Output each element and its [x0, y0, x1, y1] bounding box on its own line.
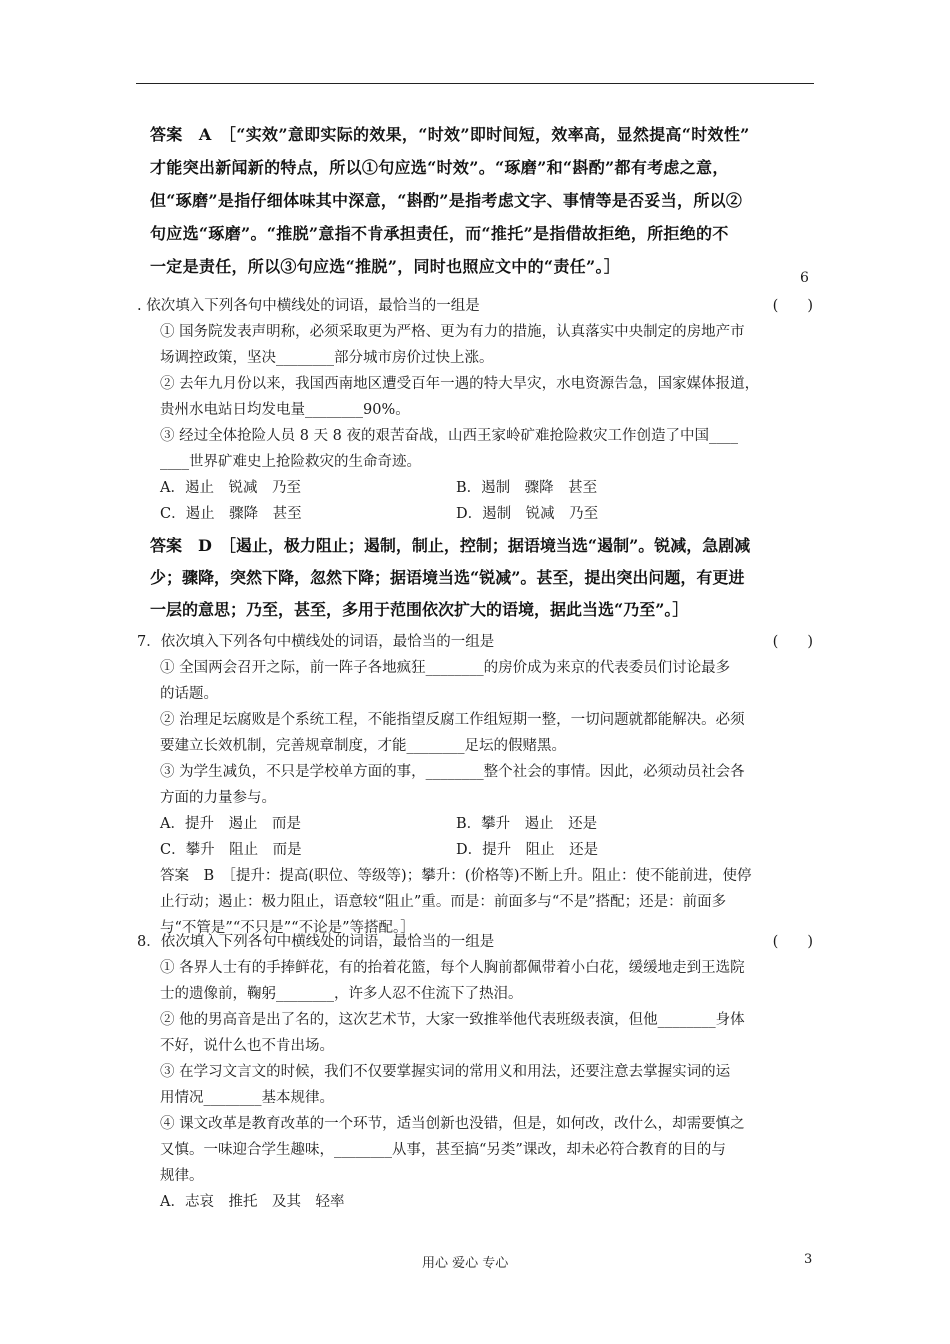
options — [137, 1189, 827, 1215]
answer-line: 答案 A ［“实效”意即实际的效果，“时效”即时间短，效率高，显然提高“时效性” — [150, 125, 750, 144]
sentence-line: 贵州水电站日均发电量________90%。 — [160, 402, 410, 418]
stem-text: 8．依次填入下列各句中横线处的词语，最恰当的一组是 — [137, 934, 495, 950]
sentence-line: ① 全国两会召开之际，前一阵子各地疯狂________的房价成为来京的代表委员们讨论最多 — [160, 660, 731, 676]
stem-text: 7．依次填入下列各句中横线处的词语，最恰当的一组是 — [137, 634, 495, 650]
answer-line: 一定是责任，所以③句应选“推脱”，同时也照应文中的“责任”。］ — [150, 257, 621, 276]
question-stem — [137, 929, 827, 955]
answer-line: 止行动；遏止：极力阻止，语意较“阻止”重。而是：前面多与“不是”搭配；还是：前面多 — [160, 894, 727, 910]
option-a: A．志哀 推托 及其 轻率 — [160, 1194, 345, 1210]
stem-text: . 依次填入下列各句中横线处的词语，最恰当的一组是 — [137, 298, 480, 314]
sentence-line: ② 去年九月份以来，我国西南地区遭受百年一遇的特大旱灾，水电资源告急，国家媒体报道， — [160, 376, 760, 392]
answer-line: 答案 B ［提升：提高(职位、等级等)；攀升：(价格等)不断上升。阻止：使不能前进，使停 — [160, 868, 752, 884]
question-7 — [137, 629, 827, 941]
sentence-line: ② 他的男高音是出了名的，这次艺术节，大家一致推举他代表班级表演，但他________身体 — [160, 1012, 745, 1028]
sentence-line: 要建立长效机制，完善规章制度，才能________足坛的假赌黑。 — [160, 738, 566, 754]
sentence-line: ③ 在学习文言文的时候，我们不仅要掌握实词的常用义和用法，还要注意去掌握实词的运 — [160, 1064, 731, 1080]
option-b: B．攀升 遏止 还是 — [456, 816, 598, 832]
sentence-line: 规律。 — [160, 1168, 204, 1184]
question-stem — [137, 629, 827, 655]
option-a: A．提升 遏止 而是 — [160, 816, 301, 832]
sentence-line: ① 各界人士有的手捧鲜花，有的抬着花篮，每个人胸前都佩带着小白花，缓缓地走到王选院 — [160, 960, 745, 976]
answer-line: 但“琢磨”是指仔细体味其中深意，“斟酌”是指考虑文字、事情等是否妥当，所以② — [150, 191, 743, 210]
page-number: 3 — [804, 1252, 813, 1267]
question-8 — [137, 929, 827, 1215]
options — [137, 811, 827, 863]
options — [137, 475, 827, 527]
option-c: C．遏止 骤降 甚至 — [160, 506, 302, 522]
option-d: D．提升 阻止 还是 — [456, 842, 599, 858]
answer-6-block — [150, 530, 810, 626]
sentence-line: ____世界矿难史上抢险救灾的生命奇迹。 — [160, 454, 421, 470]
sentence-line: ③ 经过全体抢险人员 8 天 8 夜的艰苦奋战，山西王家岭矿难抢险救灾工作创造了中国____ — [160, 428, 738, 444]
sentence-line: 不好，说什么也不肯出场。 — [160, 1038, 334, 1054]
sentence-line: 用情况________基本规律。 — [160, 1090, 334, 1106]
option-c: C．攀升 阻止 而是 — [160, 842, 302, 858]
sentence-line: 又慎。一味迎合学生趣味，________从事，甚至搞“另类”课改，却未必符合教育的目的与 — [160, 1142, 726, 1158]
sentence-line: ① 国务院发表声明称，必须采取更为严格、更为有力的措施，认真落实中央制定的房地产市 — [160, 324, 745, 340]
answer-line: 一层的意思；乃至，甚至，多用于范围依次扩大的语境，据此当选“乃至”。］ — [150, 600, 689, 619]
option-d: D．遏制 锐减 乃至 — [456, 506, 599, 522]
answer-paren: ( ) — [772, 634, 813, 650]
footer-motto: 用心 爱心 专心 — [422, 1256, 509, 1271]
sentence-line: 场调控政策，坚决________部分城市房价过快上涨。 — [160, 350, 494, 366]
answer-line: 句应选“琢磨”。“推脱”意指不肯承担责任，而“推托”是指借故拒绝，所拒绝的不 — [150, 224, 729, 243]
question-stem — [137, 293, 827, 319]
sentence-line: ④ 课文改革是教育改革的一个环节，适当创新也没错，但是，如何改，改什么，却需要慎之 — [160, 1116, 745, 1132]
answer-paren: ( ) — [772, 934, 813, 950]
answer-line: 才能突出新闻新的特点，所以①句应选“时效”。“琢磨”和“斟酌”都有考虑之意， — [150, 158, 729, 177]
header-rule — [136, 83, 814, 84]
answer-line: 与“不管是”“不只是”“不论是”等搭配。］ — [160, 920, 415, 936]
option-a: A．遏止 锐减 乃至 — [160, 480, 301, 496]
sentence-line: 的话题。 — [160, 686, 218, 702]
answer-5-block — [150, 118, 810, 283]
sentence-line: ② 治理足坛腐败是个系统工程，不能指望反腐工作组短期一整，一切问题就都能解决。必须 — [160, 712, 745, 728]
answer-line: 少；骤降，突然下降，忽然下降；据语境当选“锐减”。甚至，提出突出问题，有更进 — [150, 568, 745, 587]
option-b: B．遏制 骤降 甚至 — [456, 480, 598, 496]
sentence-line: ③ 为学生减负，不只是学校单方面的事，________整个社会的事情。因此，必须动员社会各 — [160, 764, 745, 780]
sentence-line: 士的遗像前，鞠躬________，许多人忍不住流下了热泪。 — [160, 986, 523, 1002]
answer-paren: ( ) — [772, 298, 813, 314]
sentence-line: 方面的力量参与。 — [160, 790, 276, 806]
question-6 — [137, 293, 827, 527]
answer-line: 答案 D ［遏止，极力阻止；遏制，制止，控制；据语境当选“遏制”。锐减，急剧减 — [150, 536, 751, 555]
question-6-number: 6 — [800, 270, 809, 286]
